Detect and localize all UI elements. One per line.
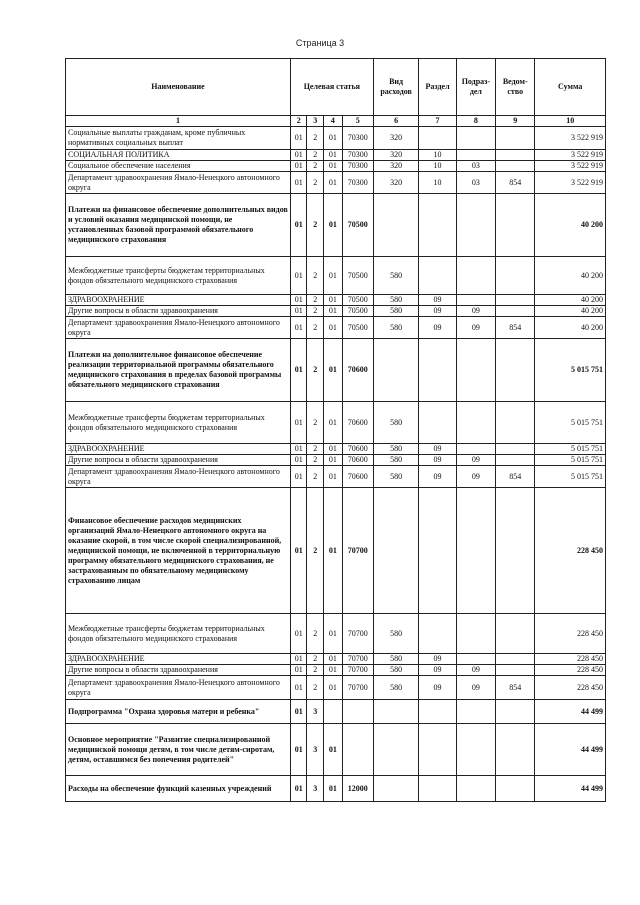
target-code-1: 01 — [290, 466, 307, 488]
row-sum: 5 015 751 — [535, 455, 606, 466]
row-sum: 40 200 — [535, 194, 606, 257]
target-code-1: 01 — [290, 172, 307, 194]
table-row — [66, 466, 606, 488]
target-code-4: 70500 — [342, 295, 373, 306]
target-code-3: 01 — [324, 295, 343, 306]
target-code-1: 01 — [290, 317, 307, 339]
table-row — [66, 339, 606, 402]
expense-type-code: 320 — [373, 172, 419, 194]
row-name: Департамент здравоохранения Ямало-Ненецкого автономного округа — [66, 172, 291, 194]
target-code-4: 70700 — [342, 654, 373, 665]
department-code — [496, 194, 535, 257]
target-code-1: 01 — [290, 295, 307, 306]
department-code: 854 — [496, 317, 535, 339]
table-row — [66, 194, 606, 257]
target-code-4: 70600 — [342, 402, 373, 444]
target-code-3: 01 — [324, 654, 343, 665]
subsection-code: 09 — [456, 676, 495, 700]
target-code-3: 01 — [324, 127, 343, 150]
row-sum: 5 015 751 — [535, 339, 606, 402]
row-sum: 228 450 — [535, 665, 606, 676]
target-code-1: 01 — [290, 339, 307, 402]
row-name: СОЦИАЛЬНАЯ ПОЛИТИКА — [66, 150, 291, 161]
target-code-1: 01 — [290, 306, 307, 317]
department-code — [496, 402, 535, 444]
subsection-code — [456, 194, 495, 257]
expense-type-code: 580 — [373, 614, 419, 654]
header-sum: Сумма — [535, 59, 606, 116]
table-row — [66, 172, 606, 194]
target-code-1: 01 — [290, 127, 307, 150]
row-name: Межбюджетные трансферты бюджетам территориальных фондов обязательного медицинского страхования — [66, 614, 291, 654]
target-code-1: 01 — [290, 444, 307, 455]
subsection-code: 03 — [456, 161, 495, 172]
target-code-3: 01 — [324, 339, 343, 402]
target-code-3: 01 — [324, 444, 343, 455]
department-code — [496, 724, 535, 776]
target-code-2: 2 — [307, 127, 324, 150]
row-name: Другие вопросы в области здравоохранения — [66, 455, 291, 466]
target-code-3: 01 — [324, 776, 343, 802]
target-code-1: 01 — [290, 194, 307, 257]
target-code-1: 01 — [290, 724, 307, 776]
subsection-code: 09 — [456, 317, 495, 339]
row-name: Межбюджетные трансферты бюджетам территориальных фондов обязательного медицинского страхования — [66, 402, 291, 444]
target-code-1: 01 — [290, 402, 307, 444]
target-code-2: 2 — [307, 295, 324, 306]
table-row — [66, 665, 606, 676]
target-code-2: 2 — [307, 455, 324, 466]
target-code-1: 01 — [290, 488, 307, 614]
row-name: ЗДРАВООХРАНЕНИЕ — [66, 295, 291, 306]
expense-type-code: 320 — [373, 161, 419, 172]
section-code — [419, 194, 456, 257]
header-department: Ведом-ство — [496, 59, 535, 116]
expense-type-code: 580 — [373, 654, 419, 665]
subsection-code — [456, 724, 495, 776]
target-code-4: 70600 — [342, 466, 373, 488]
target-code-4: 70500 — [342, 257, 373, 295]
row-sum: 3 522 919 — [535, 161, 606, 172]
table-row — [66, 257, 606, 295]
table-row — [66, 654, 606, 665]
target-code-3: 01 — [324, 161, 343, 172]
expense-type-code: 580 — [373, 306, 419, 317]
department-code — [496, 700, 535, 724]
target-code-3: 01 — [324, 306, 343, 317]
target-code-2: 2 — [307, 665, 324, 676]
target-code-1: 01 — [290, 455, 307, 466]
table-row — [66, 444, 606, 455]
expense-type-code: 580 — [373, 466, 419, 488]
target-code-1: 01 — [290, 150, 307, 161]
subsection-code — [456, 150, 495, 161]
expense-type-code: 320 — [373, 127, 419, 150]
target-code-4: 70700 — [342, 614, 373, 654]
target-code-2: 2 — [307, 339, 324, 402]
table-row — [66, 306, 606, 317]
target-code-3: 01 — [324, 455, 343, 466]
row-sum: 5 015 751 — [535, 402, 606, 444]
col-number: 3 — [307, 116, 324, 127]
section-code: 09 — [419, 444, 456, 455]
target-code-2: 2 — [307, 317, 324, 339]
target-code-1: 01 — [290, 161, 307, 172]
section-code: 09 — [419, 466, 456, 488]
section-code: 10 — [419, 161, 456, 172]
target-code-2: 2 — [307, 257, 324, 295]
expense-type-code: 580 — [373, 317, 419, 339]
row-sum: 40 200 — [535, 306, 606, 317]
row-name: Другие вопросы в области здравоохранения — [66, 306, 291, 317]
row-sum: 228 450 — [535, 654, 606, 665]
target-code-1: 01 — [290, 676, 307, 700]
subsection-code — [456, 776, 495, 802]
table-row — [66, 776, 606, 802]
target-code-4: 70300 — [342, 161, 373, 172]
department-code — [496, 339, 535, 402]
department-code — [496, 127, 535, 150]
header-expense-type: Вид расходов — [373, 59, 419, 116]
column-number-row — [66, 116, 606, 127]
target-code-4 — [342, 700, 373, 724]
expense-type-code: 320 — [373, 150, 419, 161]
row-sum: 44 499 — [535, 776, 606, 802]
row-name: Социальное обеспечение населения — [66, 161, 291, 172]
expense-type-code — [373, 339, 419, 402]
target-code-4: 70300 — [342, 127, 373, 150]
table-row — [66, 295, 606, 306]
row-sum: 5 015 751 — [535, 444, 606, 455]
target-code-3: 01 — [324, 317, 343, 339]
department-code — [496, 488, 535, 614]
department-code — [496, 455, 535, 466]
subsection-code: 09 — [456, 306, 495, 317]
section-code: 10 — [419, 172, 456, 194]
row-name: Платежи на дополнительное финансовое обеспечение реализации территориальной программы обязательного медицинского страхования в пределах базовой программы обязательного медицинского страхования — [66, 339, 291, 402]
section-code — [419, 614, 456, 654]
target-code-4: 70700 — [342, 676, 373, 700]
expense-type-code — [373, 700, 419, 724]
row-name: Финансовое обеспечение расходов медицинских организаций Ямало-Ненецкого автономного округа на оказание скорой, в том числе скорой специализированной, медицинской помощи, не включенной в территориальную программу обязательного медицинского страхования, не застрахованным по обязательному медицинскому страхованию лицам — [66, 488, 291, 614]
section-code: 10 — [419, 150, 456, 161]
target-code-4: 70600 — [342, 339, 373, 402]
col-number: 6 — [373, 116, 419, 127]
col-number: 7 — [419, 116, 456, 127]
department-code — [496, 306, 535, 317]
subsection-code — [456, 700, 495, 724]
header-subsection: Подраз-дел — [456, 59, 495, 116]
col-number: 8 — [456, 116, 495, 127]
expense-type-code — [373, 776, 419, 802]
header-section: Раздел — [419, 59, 456, 116]
row-sum: 3 522 919 — [535, 150, 606, 161]
target-code-1: 01 — [290, 776, 307, 802]
target-code-4: 70600 — [342, 455, 373, 466]
row-sum: 40 200 — [535, 295, 606, 306]
table-row — [66, 614, 606, 654]
row-name: ЗДРАВООХРАНЕНИЕ — [66, 654, 291, 665]
subsection-code: 09 — [456, 665, 495, 676]
table-row — [66, 127, 606, 150]
target-code-2: 3 — [307, 724, 324, 776]
table-row — [66, 150, 606, 161]
col-number: 1 — [66, 116, 291, 127]
row-name: Основное мероприятие "Развитие специализированной медицинской помощи детям, в том числе детям-сиротам, детям, оставшимся без попечения родителей" — [66, 724, 291, 776]
table-row — [66, 317, 606, 339]
section-code: 09 — [419, 317, 456, 339]
expense-type-code — [373, 488, 419, 614]
table-row — [66, 676, 606, 700]
subsection-code: 09 — [456, 455, 495, 466]
col-number: 4 — [324, 116, 343, 127]
target-code-3: 01 — [324, 614, 343, 654]
subsection-code — [456, 614, 495, 654]
target-code-2: 2 — [307, 150, 324, 161]
table-row — [66, 161, 606, 172]
target-code-2: 2 — [307, 488, 324, 614]
table-row — [66, 700, 606, 724]
subsection-code — [456, 402, 495, 444]
row-name: Департамент здравоохранения Ямало-Ненецкого автономного округа — [66, 317, 291, 339]
department-code: 854 — [496, 172, 535, 194]
section-code — [419, 700, 456, 724]
section-code — [419, 402, 456, 444]
section-code: 09 — [419, 676, 456, 700]
target-code-3: 01 — [324, 466, 343, 488]
row-name: Подпрограмма "Охрана здоровья матери и ребенка" — [66, 700, 291, 724]
row-name: Департамент здравоохранения Ямало-Ненецкого автономного округа — [66, 466, 291, 488]
table-row — [66, 488, 606, 614]
row-name: Департамент здравоохранения Ямало-Ненецкого автономного округа — [66, 676, 291, 700]
target-code-2: 3 — [307, 700, 324, 724]
target-code-2: 2 — [307, 444, 324, 455]
target-code-4 — [342, 724, 373, 776]
subsection-code: 03 — [456, 172, 495, 194]
expense-type-code: 580 — [373, 402, 419, 444]
row-sum: 40 200 — [535, 257, 606, 295]
page-number-label: Страница 3 — [295, 38, 345, 48]
header-name: Наименование — [66, 59, 291, 116]
row-name: Платежи на финансовое обеспечение дополнительных видов и условий оказания медицинской помощи, не установленных базовой программой обязательного медицинского страхования — [66, 194, 291, 257]
row-name: Расходы на обеспечение функций казенных учреждений — [66, 776, 291, 802]
target-code-2: 2 — [307, 172, 324, 194]
target-code-3: 01 — [324, 676, 343, 700]
subsection-code: 09 — [456, 466, 495, 488]
target-code-2: 2 — [307, 161, 324, 172]
row-sum: 3 522 919 — [535, 172, 606, 194]
table-row — [66, 402, 606, 444]
col-number: 5 — [342, 116, 373, 127]
target-code-4: 12000 — [342, 776, 373, 802]
expense-type-code: 580 — [373, 455, 419, 466]
section-code — [419, 488, 456, 614]
department-code — [496, 776, 535, 802]
target-code-2: 2 — [307, 466, 324, 488]
section-code: 09 — [419, 295, 456, 306]
header-target-article: Целевая статья — [290, 59, 373, 116]
target-code-3: 01 — [324, 172, 343, 194]
expense-type-code — [373, 194, 419, 257]
subsection-code — [456, 488, 495, 614]
target-code-4: 70700 — [342, 488, 373, 614]
col-number: 10 — [535, 116, 606, 127]
expense-type-code: 580 — [373, 444, 419, 455]
expense-type-code: 580 — [373, 665, 419, 676]
department-code — [496, 161, 535, 172]
row-sum: 44 499 — [535, 724, 606, 776]
target-code-1: 01 — [290, 257, 307, 295]
department-code: 854 — [496, 676, 535, 700]
section-code: 09 — [419, 665, 456, 676]
target-code-3: 01 — [324, 665, 343, 676]
department-code — [496, 614, 535, 654]
section-code — [419, 127, 456, 150]
row-sum: 3 522 919 — [535, 127, 606, 150]
section-code — [419, 257, 456, 295]
target-code-4: 70300 — [342, 150, 373, 161]
subsection-code — [456, 339, 495, 402]
target-code-2: 2 — [307, 306, 324, 317]
row-sum: 44 499 — [535, 700, 606, 724]
department-code — [496, 665, 535, 676]
target-code-4: 70500 — [342, 306, 373, 317]
section-code — [419, 776, 456, 802]
section-code — [419, 339, 456, 402]
target-code-3 — [324, 700, 343, 724]
target-code-2: 2 — [307, 654, 324, 665]
department-code — [496, 654, 535, 665]
expense-type-code: 580 — [373, 295, 419, 306]
target-code-4: 70600 — [342, 444, 373, 455]
target-code-4: 70500 — [342, 317, 373, 339]
department-code: 854 — [496, 466, 535, 488]
target-code-1: 01 — [290, 614, 307, 654]
subsection-code — [456, 257, 495, 295]
department-code — [496, 295, 535, 306]
target-code-4: 70500 — [342, 194, 373, 257]
table-row — [66, 724, 606, 776]
expense-type-code: 580 — [373, 676, 419, 700]
row-name: ЗДРАВООХРАНЕНИЕ — [66, 444, 291, 455]
target-code-3: 01 — [324, 194, 343, 257]
table-body — [66, 127, 606, 802]
target-code-2: 2 — [307, 194, 324, 257]
row-name: Межбюджетные трансферты бюджетам территориальных фондов обязательного медицинского страхования — [66, 257, 291, 295]
row-sum: 228 450 — [535, 676, 606, 700]
target-code-3: 01 — [324, 150, 343, 161]
target-code-1: 01 — [290, 665, 307, 676]
department-code — [496, 150, 535, 161]
col-number: 9 — [496, 116, 535, 127]
department-code — [496, 444, 535, 455]
section-code: 09 — [419, 654, 456, 665]
target-code-2: 2 — [307, 402, 324, 444]
target-code-4: 70300 — [342, 172, 373, 194]
department-code — [496, 257, 535, 295]
row-name: Социальные выплаты гражданам, кроме публичных нормативных социальных выплат — [66, 127, 291, 150]
row-sum: 228 450 — [535, 488, 606, 614]
section-code — [419, 724, 456, 776]
expense-type-code: 580 — [373, 257, 419, 295]
target-code-1: 01 — [290, 654, 307, 665]
target-code-3: 01 — [324, 724, 343, 776]
row-sum: 5 015 751 — [535, 466, 606, 488]
budget-table — [65, 58, 606, 802]
target-code-3: 01 — [324, 488, 343, 614]
target-code-4: 70700 — [342, 665, 373, 676]
target-code-1: 01 — [290, 700, 307, 724]
subsection-code — [456, 295, 495, 306]
target-code-2: 2 — [307, 676, 324, 700]
section-code: 09 — [419, 455, 456, 466]
target-code-3: 01 — [324, 257, 343, 295]
target-code-2: 2 — [307, 614, 324, 654]
subsection-code — [456, 127, 495, 150]
section-code: 09 — [419, 306, 456, 317]
col-number: 2 — [290, 116, 307, 127]
subsection-code — [456, 444, 495, 455]
row-sum: 228 450 — [535, 614, 606, 654]
expense-type-code — [373, 724, 419, 776]
row-name: Другие вопросы в области здравоохранения — [66, 665, 291, 676]
subsection-code — [456, 654, 495, 665]
target-code-3: 01 — [324, 402, 343, 444]
target-code-2: 3 — [307, 776, 324, 802]
row-sum: 40 200 — [535, 317, 606, 339]
table-row — [66, 455, 606, 466]
